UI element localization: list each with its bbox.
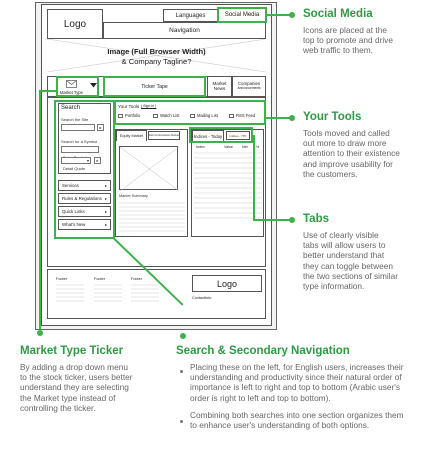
callout-body [303, 128, 423, 179]
envelope-icon [118, 114, 123, 118]
chart-placeholder-icon [120, 147, 179, 191]
summary-lines [119, 201, 185, 241]
callout-line: Placing these on the left, for English users, increases their [190, 362, 404, 372]
callout-line: they can toggle between [303, 260, 393, 271]
indices-rows [194, 150, 262, 236]
callout-line: understand they are selecting [20, 382, 129, 393]
tool-mailing-list[interactable] [190, 113, 218, 118]
hero-title [47, 47, 266, 56]
callout-line: Use of clearly visible [303, 230, 379, 240]
chevron-right-icon: ▸ [104, 209, 107, 214]
tab-indices-today[interactable] [192, 130, 224, 141]
callout-line: type information. [303, 281, 365, 292]
tabs-connector-h [253, 219, 291, 221]
callout-line: to the stock ticker, users better [20, 372, 133, 383]
callout-title: Your Tools [303, 111, 362, 123]
social-media-box[interactable] [217, 7, 267, 23]
callout-line: understanding and productivity since their natural order of [190, 372, 402, 383]
market-type-connector-v [39, 90, 41, 332]
tab-indices-ytd[interactable] [226, 131, 250, 140]
footer-logo-text: Logo [216, 278, 238, 289]
tab-equity-market[interactable] [116, 130, 147, 141]
select-chevron-icon: ▾ [86, 158, 89, 163]
nav-item-label: Rules & Regulations [62, 196, 102, 201]
callout-tabs [303, 213, 423, 291]
tool-rss-feed[interactable] [229, 113, 255, 118]
envelope-icon [190, 114, 195, 118]
nav-item-label: Services [62, 183, 79, 188]
footer-logo-box [192, 275, 262, 292]
callout-search-nav [176, 345, 424, 430]
chart-placeholder [119, 146, 178, 190]
go-arrow-icon: ▸ [96, 158, 99, 163]
callout-line: By adding a drop down menu [20, 362, 128, 372]
column-index: Index [196, 145, 205, 149]
market-type-label: Market Type [60, 90, 83, 95]
footer-label-2[interactable]: Footer [94, 277, 105, 281]
social-media-connector-dot [289, 12, 295, 18]
detail-quote-label: Detail Quote [63, 166, 86, 171]
market-summary-label: Market Summary [119, 194, 148, 198]
site-search-input[interactable] [61, 124, 95, 131]
tool-label: Portfolio [125, 113, 141, 118]
callout-body [303, 230, 423, 291]
tabs-connector-v [253, 135, 255, 220]
callout-title: Market Type Ticker [20, 345, 124, 357]
social-media-label: Social Media [224, 12, 260, 18]
callout-line: Combining both searches into one section organizes them [190, 409, 404, 420]
callout-line: attention to their existence [303, 148, 400, 159]
site-search-button[interactable] [97, 124, 104, 131]
chevron-right-icon: ▸ [104, 183, 107, 188]
callout-line: top to promote and drive [303, 35, 393, 46]
market-news-tab[interactable] [207, 76, 232, 97]
ticker-tape-box[interactable] [103, 76, 206, 97]
nav-item-label: What's New [62, 222, 86, 227]
callout-line: the Market type instead of [20, 392, 116, 403]
sign-in-link[interactable]: ( Sign in ) [141, 104, 157, 108]
tab-label: Indices - YTD [229, 133, 247, 138]
nav-item-label: Quick Links [62, 209, 85, 214]
chevron-right-icon: ▸ [104, 222, 107, 227]
chevron-right-icon: ▸ [104, 196, 107, 201]
languages-label: Languages [175, 12, 206, 19]
contact-info-label: ContactInfo [192, 296, 212, 300]
search-nav-connector-dot [180, 333, 186, 339]
callout-market-type-ticker [20, 345, 160, 413]
bullet-dot [180, 370, 183, 373]
tab-label: Equity Market [119, 134, 144, 138]
market-type-box[interactable] [56, 76, 99, 97]
callout-title: Tabs [303, 213, 329, 225]
dropdown-arrow-icon [90, 83, 97, 88]
envelope-icon [229, 114, 234, 118]
market-type-connector [39, 90, 56, 92]
go-arrow-icon: ▸ [99, 125, 102, 130]
search-site-label: Search the Site [61, 117, 89, 122]
callout-line: to enhance user's understanding of both options. [190, 420, 370, 431]
callout-body [20, 362, 160, 413]
callout-line: Icons are placed at the [303, 25, 387, 35]
market-news-line-1: Market [212, 81, 227, 86]
nav-item-whats-new[interactable] [58, 219, 111, 230]
footer-label-1[interactable]: Footer [56, 277, 67, 281]
callout-title: Social Media [303, 8, 373, 20]
search-title: Search [61, 105, 81, 111]
callout-bullet-1 [176, 362, 424, 403]
tab-label: Debt & Derivatives Market [148, 134, 180, 137]
your-tools-connector-dot [289, 115, 295, 121]
ticker-tape-label: Ticker Tape [141, 83, 168, 90]
callout-line: out more to draw more [303, 138, 387, 149]
symbol-search-button[interactable] [94, 157, 101, 164]
your-tools-title: Your Tools [118, 104, 140, 109]
languages-button[interactable] [163, 9, 218, 22]
nav-item-rules[interactable] [58, 193, 111, 204]
column-net: Net [242, 145, 248, 149]
tool-label: Watch List [160, 113, 180, 118]
tool-label: RSS Feed [236, 113, 256, 118]
callout-bullet-2 [176, 410, 424, 430]
market-news-line-2: News [213, 86, 226, 91]
callout-line: the two sections of similar [303, 270, 398, 281]
hero-line-1: Image (Full Browser Width) [107, 47, 206, 56]
symbol-input[interactable] [61, 146, 99, 153]
companies-tab[interactable] [232, 76, 266, 97]
companies-line-1: Companies [237, 81, 261, 86]
column-value: Value [224, 145, 233, 149]
tool-portfolio[interactable] [118, 113, 140, 118]
hero-tagline: & Company Tagline? [121, 57, 192, 66]
detail-quote-select[interactable] [61, 157, 91, 171]
callout-line: importance is left to right and top to bottom (Arabic user's [190, 382, 401, 393]
navigation-bar[interactable] [103, 22, 266, 39]
market-type-connector-dot [37, 330, 43, 336]
nav-item-services[interactable] [58, 180, 111, 191]
logo-box [47, 9, 103, 39]
logo-text: Logo [63, 18, 87, 30]
callout-line: order is right to left and top to bottom). [190, 392, 331, 403]
navigation-label: Navigation [169, 27, 200, 34]
tab-label: Indices - Today [193, 133, 223, 139]
callout-line: Tools moved and called [303, 128, 390, 138]
callout-line: better understand that [303, 250, 385, 261]
tool-watch-list[interactable] [153, 113, 179, 118]
callout-social-media [303, 8, 423, 56]
envelope-icon [66, 80, 77, 88]
bullet-dot [180, 420, 183, 423]
footer-label-3[interactable]: Footer [131, 277, 142, 281]
nav-item-quick-links[interactable] [58, 206, 111, 217]
footer-link-lines [56, 283, 166, 313]
callout-line: and improve usability for [303, 158, 393, 169]
envelope-icon [153, 114, 158, 118]
callout-line: tabs will allow users to [303, 240, 386, 251]
callout-line: the customers. [303, 168, 358, 179]
callout-line: controlling the ticker. [20, 402, 96, 413]
callout-your-tools [303, 111, 423, 179]
tool-label: Mailing List [197, 113, 218, 118]
symbol-search-label: Search for a Symbol [61, 139, 98, 144]
callout-line: web traffic to them. [303, 45, 373, 56]
callout-body [303, 25, 423, 56]
companies-line-2: Announcements [237, 86, 261, 90]
column-percent: % [256, 145, 260, 149]
callout-title: Search & Secondary Navigation [176, 345, 350, 357]
tabs-connector-dot [289, 217, 295, 223]
tab-debt-derivatives[interactable] [148, 131, 180, 140]
